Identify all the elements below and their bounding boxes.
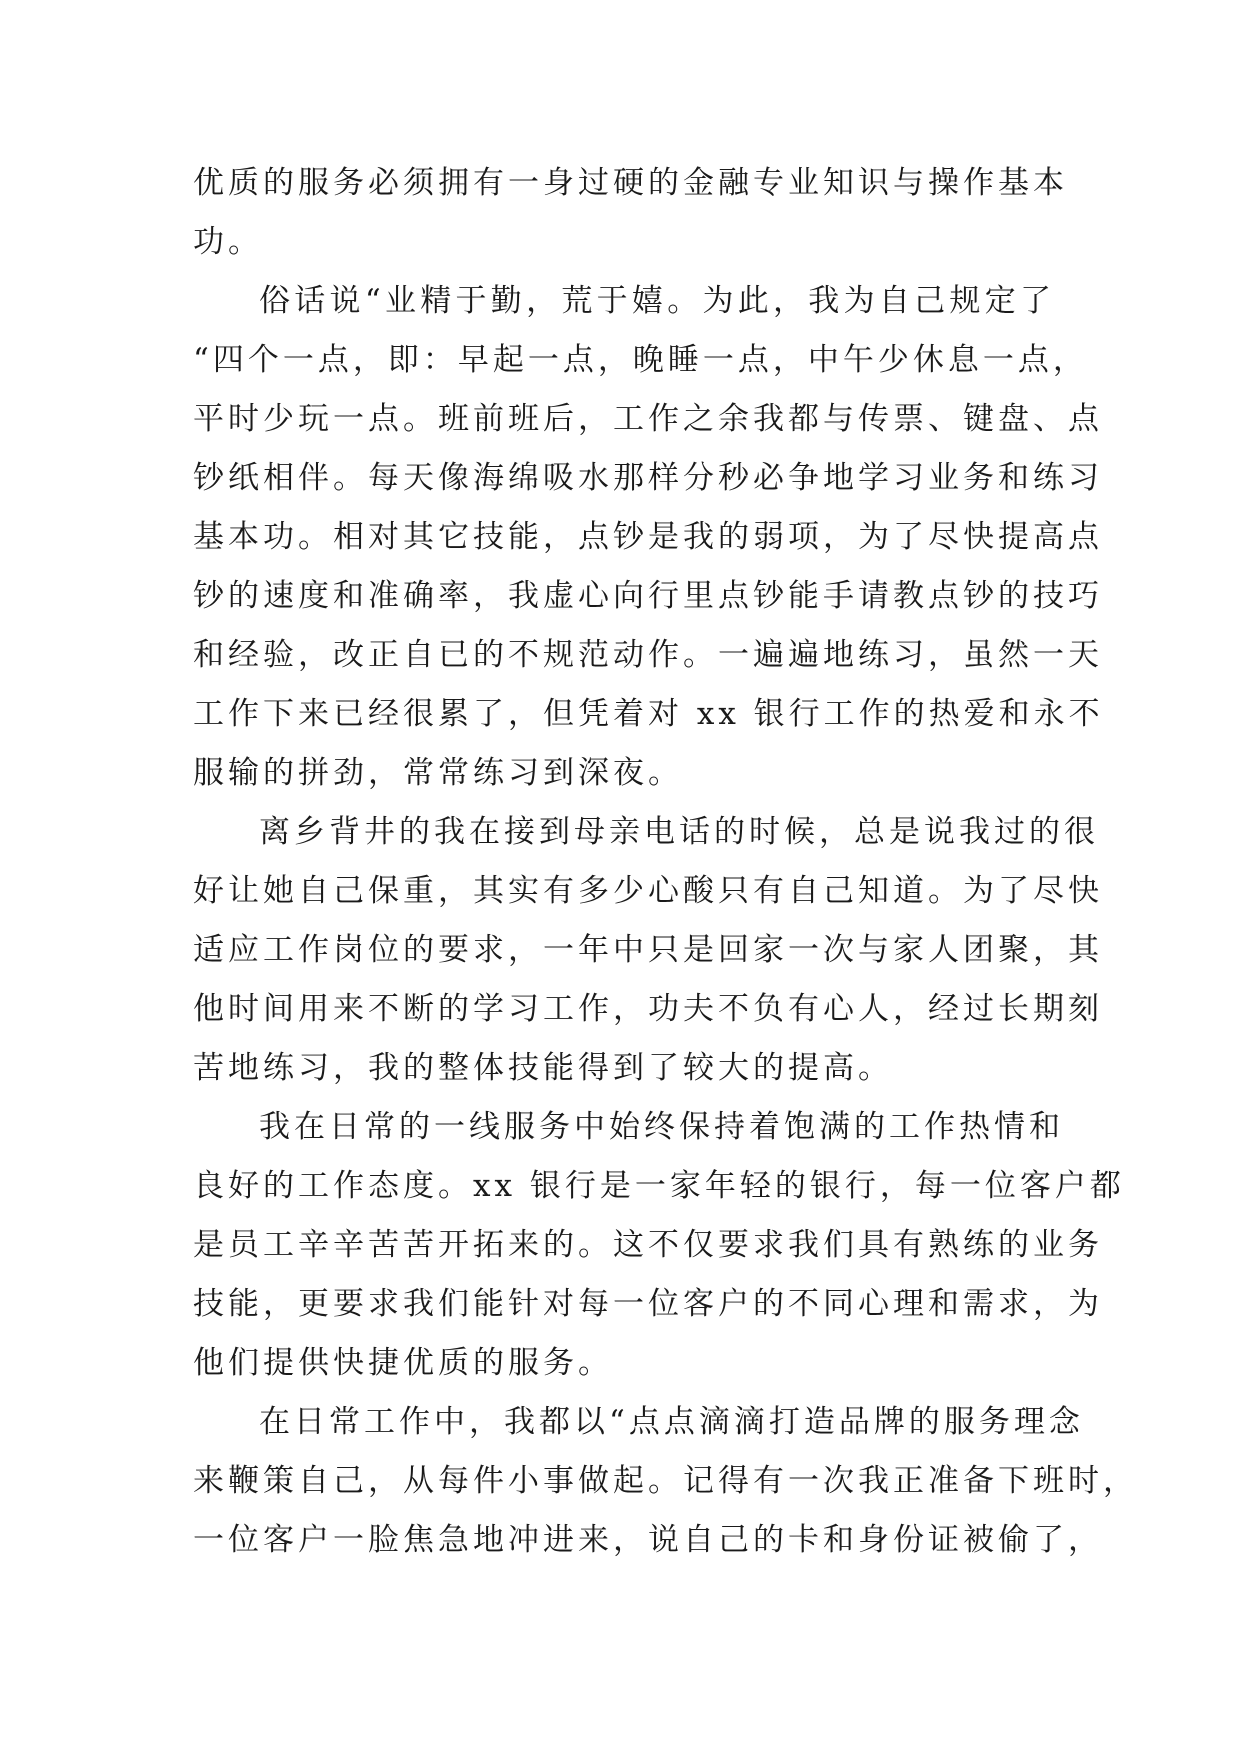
text-line: 好让她自己保重，其实有多少心酸只有自己知道。为了尽快 xyxy=(193,873,1103,909)
text-line: 良好的工作态度。xx 银行是一家年轻的银行，每一位客户都 xyxy=(193,1168,1125,1204)
text-line: 适应工作岗位的要求，一年中只是回家一次与家人团聚，其 xyxy=(193,932,1103,968)
text-line: 苦地练习，我的整体技能得到了较大的提高。 xyxy=(193,1050,893,1086)
document-body xyxy=(193,154,1138,1570)
text-line: 来鞭策自己，从每件小事做起。记得有一次我正准备下班时， xyxy=(193,1463,1138,1499)
paragraph-first-line: 在日常工作中，我都以“点点滴滴打造品牌的服务理念 xyxy=(259,1404,1084,1440)
text-line: 一位客户一脸焦急地冲进来，说自己的卡和身份证被偷了， xyxy=(193,1522,1103,1558)
paragraph-first-line: 我在日常的一线服务中始终保持着饱满的工作热情和 xyxy=(259,1109,1064,1145)
text-line: 钞的速度和准确率，我虚心向行里点钞能手请教点钞的技巧 xyxy=(193,578,1103,614)
text-line: 基本功。相对其它技能，点钞是我的弱项，为了尽快提高点 xyxy=(193,519,1103,555)
paragraph-first-line: 离乡背井的我在接到母亲电话的时候，总是说我过的很 xyxy=(259,814,1099,850)
text-line: 工作下来已经很累了，但凭着对 xx 银行工作的热爱和永不 xyxy=(193,696,1104,732)
text-line: 优质的服务必须拥有一身过硬的金融专业知识与操作基本 xyxy=(193,165,1068,201)
text-line: 钞纸相伴。每天像海绵吸水那样分秒必争地学习业务和练习 xyxy=(193,460,1103,496)
text-line: 功。 xyxy=(193,224,263,260)
text-line: 他时间用来不断的学习工作，功夫不负有心人，经过长期刻 xyxy=(193,991,1103,1027)
text-line: “四个一点，即：早起一点，晚睡一点，中午少休息一点， xyxy=(193,342,1088,378)
text-line: 和经验，改正自已的不规范动作。一遍遍地练习，虽然一天 xyxy=(193,637,1103,673)
text-line: 技能，更要求我们能针对每一位客户的不同心理和需求，为 xyxy=(193,1286,1103,1322)
text-line: 他们提供快捷优质的服务。 xyxy=(193,1345,613,1381)
text-line: 服输的拼劲，常常练习到深夜。 xyxy=(193,755,683,791)
text-line: 平时少玩一点。班前班后，工作之余我都与传票、键盘、点 xyxy=(193,401,1103,437)
text-line: 是员工辛辛苦苦开拓来的。这不仅要求我们具有熟练的业务 xyxy=(193,1227,1103,1263)
paragraph-first-line: 俗话说“业精于勤，荒于嬉。为此，我为自己规定了 xyxy=(259,283,1055,319)
